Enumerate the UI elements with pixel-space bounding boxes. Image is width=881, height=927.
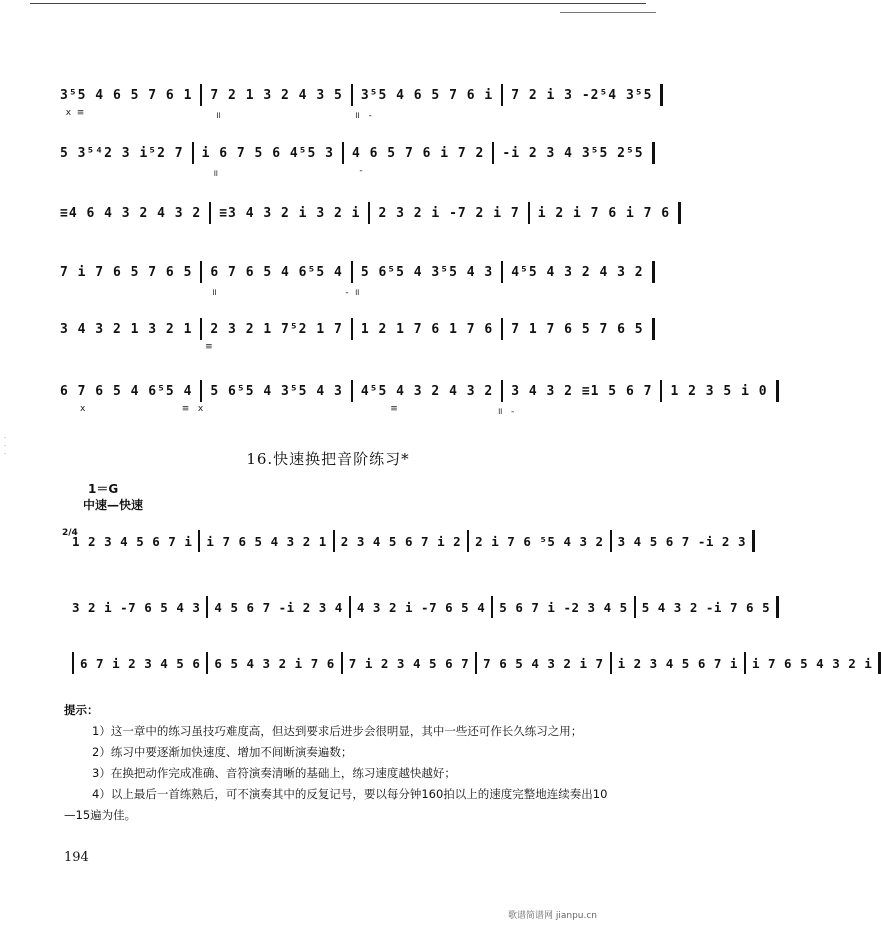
measure: 7 1 7 6 5 7 6 5 — [511, 321, 644, 337]
score-system-3 — [60, 196, 671, 240]
bowing-marks — [482, 285, 605, 297]
barline — [492, 142, 494, 164]
bowing-marks: ॥ — [182, 288, 217, 298]
barline — [200, 84, 202, 106]
top-rule — [30, 3, 646, 4]
measure: 4 5 6 7 -i 2 3 4 — [214, 599, 343, 615]
barline — [206, 652, 208, 674]
tempo-marking: 中速—快速 — [83, 498, 144, 512]
barline — [652, 318, 655, 340]
bowing-marks — [60, 166, 181, 178]
barline — [200, 318, 202, 340]
score-system-4 — [60, 255, 644, 299]
hint-item: 1）这一章中的练习虽技巧难度高，但达到要求后进步会很明显，其中一些还可作长久练习之用； — [92, 724, 583, 738]
bowing-marks — [294, 404, 385, 416]
barline — [501, 261, 503, 283]
measure: 7 2 i 3 -2⁵4 3⁵5 — [511, 87, 653, 103]
measure: 1 2 1 7 6 1 7 6 — [360, 321, 494, 337]
time-signature: 2/4 — [62, 528, 78, 538]
hint-item: 3）在换把动作完成准确、音符演奏清晰的基础上，练习速度越快越好； — [92, 766, 456, 780]
measure: 5 6⁵5 4 3⁵5 4 3 — [210, 383, 343, 399]
barline — [528, 202, 530, 224]
repeat-barline — [776, 596, 779, 618]
repeat-barline — [610, 652, 612, 674]
measure: 5 4 3 2 -i 7 6 5 — [641, 599, 771, 615]
barline — [652, 261, 655, 283]
measure: 1 2 3 4 5 6 7 i — [72, 533, 193, 549]
bowing-marks: x — [60, 404, 86, 414]
barline — [501, 380, 503, 402]
hints-section — [64, 700, 609, 826]
barline — [351, 318, 353, 340]
repeat-barline — [341, 652, 343, 674]
bowing-marks: ॥ - — [337, 111, 372, 121]
measure: 5 6 7 i -2 3 4 5 — [499, 599, 628, 615]
bowing-marks: - ॥ — [339, 288, 360, 298]
barline — [744, 652, 746, 674]
bowing-marks: x ≡ — [60, 108, 85, 118]
barline — [678, 202, 681, 224]
measure: -i 2 3 4 3⁵5 2⁵5 — [502, 145, 644, 161]
key-signature: 1＝G — [88, 482, 119, 496]
measure: 7 2 1 3 2 4 3 5 — [210, 87, 343, 103]
repeat-barline — [491, 596, 493, 618]
bowing-marks — [474, 342, 605, 354]
barline — [209, 202, 211, 224]
hints-label: 提示： — [64, 703, 99, 717]
bowing-marks: ≡ x — [176, 404, 204, 414]
barline — [660, 84, 663, 106]
barline — [200, 380, 202, 402]
corner-rule — [560, 0, 656, 13]
exercise-title: 16.快速换把音阶练习* — [246, 450, 410, 468]
exercise-system-2 — [72, 592, 771, 622]
score-system-5 — [60, 312, 644, 356]
measure: 6 7 i 2 3 4 5 6 — [80, 655, 201, 671]
measure: 1 2 3 5 i 0 — [670, 383, 768, 399]
measure: 3 4 5 6 7 -i 2 3 — [617, 533, 747, 549]
barline — [475, 652, 477, 674]
barline — [501, 318, 503, 340]
measure: i 7 6 5 4 3 2 1 — [206, 533, 327, 549]
bowing-marks: ≡ — [190, 342, 213, 352]
bowing-marks: ॥ — [200, 111, 221, 121]
measure: i 7 6 5 4 3 2 i — [751, 655, 873, 671]
measure: 6 5 4 3 2 i 7 6 — [214, 655, 335, 671]
hint-item: 4）以上最后一首练熟后，可不演奏其中的反复记号，要以每分钟160拍以上的速度完整地连续奏出10—15遍为佳。 — [64, 787, 608, 822]
scan-specks: · · · — [4, 435, 6, 458]
bowing-marks — [343, 342, 474, 354]
measure: 4⁵5 4 3 2 4 3 2 — [360, 383, 494, 399]
bowing-marks — [60, 285, 183, 297]
measure: i 6 7 5 6 4⁵5 3 — [201, 145, 334, 161]
measure: 7 6 5 4 3 2 i 7 — [483, 655, 604, 671]
barline — [200, 261, 202, 283]
final-barline — [776, 380, 779, 402]
repeat-barline — [72, 652, 74, 674]
bowing-marks: ≡ — [384, 404, 398, 414]
measure: 5 3⁵⁴2 3 i⁵2 7 — [60, 145, 184, 161]
repeat-barline — [206, 596, 208, 618]
measure: 6 7 6 5 4 6⁵5 4 — [60, 383, 193, 399]
watermark: 歌谱简谱网 jianpu.cn — [508, 911, 598, 921]
measure: 2 3 2 1 7⁵2 1 7 — [210, 321, 343, 337]
barline — [660, 380, 662, 402]
measure: 3⁵5 4 6 5 7 6 i — [360, 87, 494, 103]
barline — [351, 261, 353, 283]
barline — [652, 142, 655, 164]
repeat-barline — [610, 530, 612, 552]
measure: 5 6⁵5 4 3⁵5 4 3 — [360, 264, 494, 280]
bowing-marks — [484, 166, 605, 178]
barline — [192, 142, 194, 164]
barline — [752, 530, 755, 552]
exercise-system-1 — [72, 526, 747, 556]
exercise-system-3 — [72, 648, 873, 678]
score-system-1 — [60, 78, 653, 122]
barline — [501, 84, 503, 106]
barline — [368, 202, 370, 224]
bowing-marks: - — [339, 166, 363, 176]
hint-item: 2）练习中要逐渐加快速度、增加不间断演奏遍数； — [92, 745, 353, 759]
measure: 4 3 2 i -7 6 5 4 — [356, 599, 486, 615]
measure: 2 3 2 i -7 2 i 7 — [378, 205, 520, 221]
measure: ≡4 6 4 3 2 4 3 2 — [60, 205, 202, 221]
repeat-barline — [333, 530, 335, 552]
measure: 2 i 7 6 ⁵5 4 3 2 — [475, 533, 604, 549]
bowing-marks: ॥ - — [488, 407, 515, 417]
barline — [342, 142, 344, 164]
measure: 7 i 7 6 5 7 6 5 — [60, 264, 193, 280]
score-system-2 — [60, 136, 644, 180]
bowing-marks: ॥ — [181, 169, 219, 179]
measure: 4⁵5 4 3 2 4 3 2 — [511, 264, 644, 280]
measure: i 2 3 4 5 6 7 i — [617, 655, 738, 671]
barline — [634, 596, 636, 618]
barline — [351, 380, 353, 402]
barline — [198, 530, 200, 552]
measure: 3 4 3 2 1 3 2 1 — [60, 321, 193, 337]
score-system-6 — [60, 374, 768, 418]
measure: 3 4 3 2 ≡1 5 6 7 — [511, 383, 653, 399]
measure: 3 2 i -7 6 5 4 3 — [72, 599, 201, 615]
measure: 2 3 4 5 6 7 i 2 — [340, 533, 462, 549]
barline — [351, 84, 353, 106]
measure: 6 7 6 5 4 6⁵5 4 — [210, 264, 343, 280]
barline — [467, 530, 469, 552]
measure: 7 i 2 3 4 5 6 7 — [348, 655, 470, 671]
measure: 3⁵5 4 6 5 7 6 1 — [60, 87, 193, 103]
page-number: 194 — [64, 850, 89, 865]
bowing-marks — [488, 108, 605, 120]
measure: ≡3 4 3 2 i 3 2 i — [219, 205, 361, 221]
bowing-marks — [60, 342, 191, 354]
barline — [349, 596, 351, 618]
measure: i 2 i 7 6 i 7 6 — [537, 205, 671, 221]
measure: 4 6 5 7 6 i 7 2 — [351, 145, 485, 161]
